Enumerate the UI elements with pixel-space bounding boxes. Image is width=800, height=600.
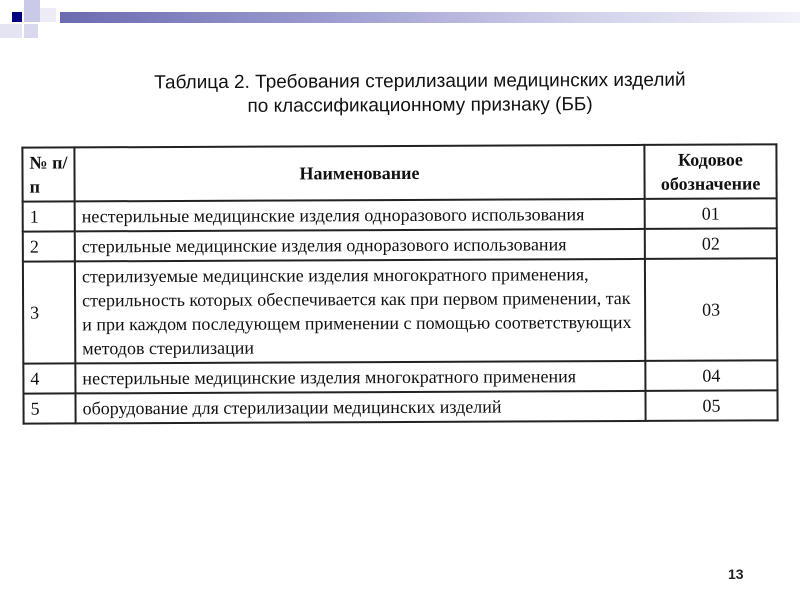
row-code: 04	[645, 360, 777, 391]
row-num: 3	[23, 261, 75, 363]
decor-square	[40, 8, 56, 22]
caption-line-1: Таблица 2. Требования стерилизации медицинских изделий	[154, 69, 686, 94]
row-num: 4	[23, 363, 75, 393]
row-code: 03	[645, 258, 777, 361]
table-row	[23, 228, 777, 261]
decor-square	[0, 24, 22, 38]
table-row	[23, 390, 777, 423]
row-name: оборудование для стерилизации медицинских изделий	[75, 391, 645, 423]
table-row	[23, 198, 777, 231]
slide-decoration	[0, 0, 60, 60]
header-code: Кодовое обозначение	[644, 144, 776, 199]
header-num: № п/п	[22, 147, 74, 201]
decor-square	[12, 12, 22, 22]
header-gradient-bar	[60, 12, 800, 23]
row-code: 01	[645, 198, 777, 229]
row-num: 2	[23, 231, 75, 261]
row-code: 02	[645, 228, 777, 259]
table-row	[23, 360, 777, 393]
table-row	[23, 258, 777, 363]
decor-square	[24, 24, 38, 38]
table-header-row	[22, 144, 776, 201]
requirements-table	[21, 143, 778, 424]
header-name: Наименование	[74, 145, 644, 201]
row-num: 1	[23, 201, 75, 231]
decor-square	[24, 0, 40, 22]
row-num: 5	[23, 393, 75, 423]
row-name: нестерильные медицинские изделия многократного применения	[75, 361, 645, 393]
caption-line-2: по классификационному признаку (ББ)	[247, 94, 593, 117]
row-name: стерильные медицинские изделия одноразового использования	[75, 229, 645, 261]
table-caption	[120, 68, 720, 119]
row-name: стерилизуемые медицинские изделия многократного применения, стерильность которых обеспечивается как при первом применении, так и при каждом последующем применении с помощью соответствующих методов стерилизации	[75, 259, 645, 363]
row-name: нестерильные медицинские изделия одноразового использования	[75, 199, 645, 231]
page-number: 13	[728, 566, 744, 582]
row-code: 05	[645, 390, 777, 421]
requirements-table-container	[21, 143, 778, 424]
